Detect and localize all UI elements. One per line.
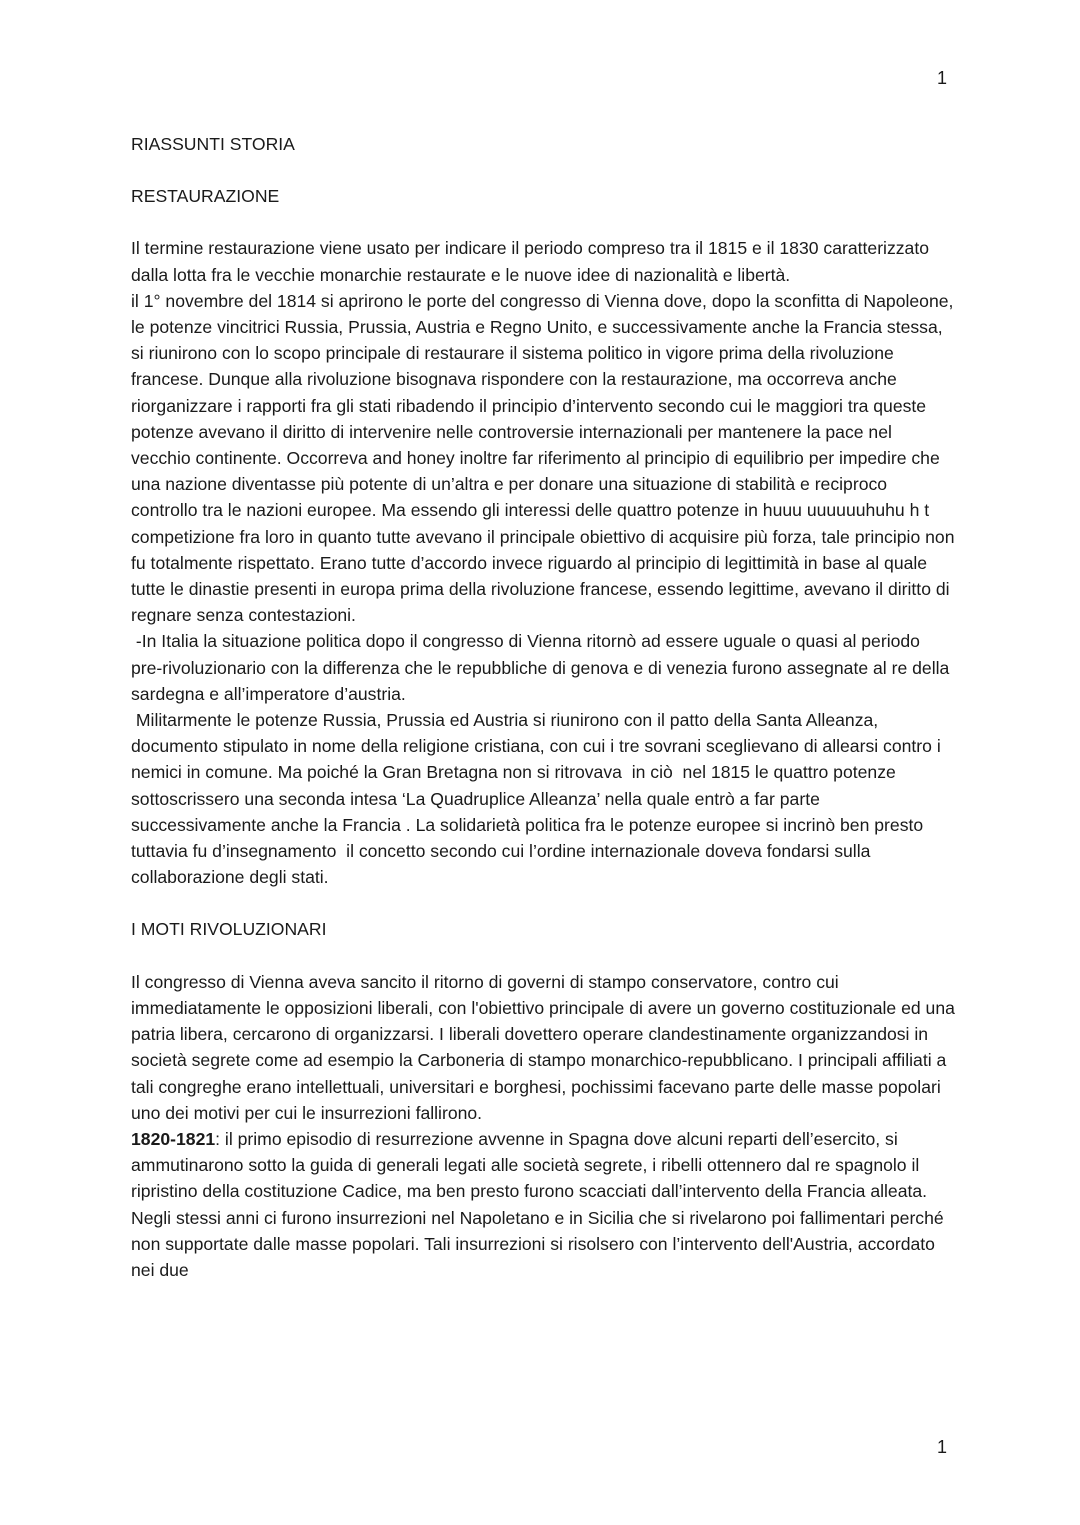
spacer <box>131 943 956 969</box>
paragraph: Il termine restaurazione viene usato per indicare il periodo compreso tra il 1815 e il 1830 caratterizzato dalla lotta fra le vecchie monarchie restaurate e le nuove idee di nazionalità e libertà. <box>131 238 930 285</box>
spacer <box>131 157 956 183</box>
spacer <box>131 209 956 235</box>
document-body <box>131 131 956 1283</box>
paragraph-text: : il primo episodio di resurrezione avvenne in Spagna dove alcuni reparti dell’esercito, si ammutinarono sotto la guida di generali legati alle società segrete, i ribelli ottennero dal re spagnolo il ripristino della costituzione Cadice, ma ben presto furono scacciati dall’intervento della Francia alleata. Negli stessi anni ci furono insurrezioni nel Napoletano e in Sicilia che si rivelarono poi fallimentari perché non supportate dalle masse popolari. Tali insurrezioni si risolsero con l’intervento dell'Austria, accordato nei due <box>131 1128 944 1280</box>
date-range-bold: 1820-1821 <box>131 1128 216 1149</box>
section-heading-restaurazione: RESTAURAZIONE <box>131 186 280 207</box>
paragraph: -In Italia la situazione politica dopo il congresso di Vienna ritornò ad essere uguale o quasi al periodo pre-rivoluzionario con la differenza che le repubbliche di genova e di venezia furono assegnate al re della sardegna e all’imperatore d’austria. <box>131 631 955 704</box>
paragraph: il 1° novembre del 1814 si aprirono le porte del congresso di Vienna dove, dopo la sconfitta di Napoleone, le potenze vincitrici Russia, Prussia, Austria e Regno Unito, e successivamente anche la Francia stessa, si riunirono con lo scopo principale di restaurare il sistema politico in vigore prima della rivoluzione francese. Dunque alla rivoluzione bisognava rispondere con la restaurazione, ma occorreva anche riorganizzare i rapporti fra gli stati ribadendo il principio d’intervento secondo cui le maggiori tra queste potenze avevano il diritto di intervenire nelle controversie internazionali per mantenere la pace nel vecchio continente. Occorreva and honey inoltre far riferimento al principio di equilibrio per impedire che una nazione diventasse più potente di un’altra e per donare una situazione di stabilità e reciproco controllo tra le nazioni europee. Ma essendo gli interessi delle quattro potenze in huuu uuuuuuhuhu h t competizione fra loro in quanto tutte avevano il principale obiettivo di acquisire più forza, tale principio non fu totalmente rispettato. Erano tutte d’accordo invece riguardo al principio di legittimità in base al quale tutte le dinastie presenti in europa prima della rivoluzione francese, essendo legittime, avevano il diritto di regnare senza contestazioni. <box>131 290 955 626</box>
document-title: RIASSUNTI STORIA <box>131 134 295 154</box>
page-number-top: 1 <box>936 68 947 88</box>
page-number-bottom: 1 <box>936 1437 947 1457</box>
spacer <box>131 890 956 916</box>
paragraph: Militarmente le potenze Russia, Prussia ed Austria si riunirono con il patto della Santa Alleanza, documento stipulato in nome della religione cristiana, con cui i tre sovrani sceglievano di allearsi contro i nemici in comune. Ma poiché la Gran Bretagna non si ritrovava in ciò nel 1815 le quattro potenze sottoscrissero una seconda intesa ‘La Quadruplice Alleanza’ nella quale entrò a far parte successivamente anche la Francia . La solidarietà politica fra le potenze europee si incrinò ben presto tuttavia fu d’insegnamento il concetto secondo cui l’ordine internazionale doveva fondarsi sulla collaborazione degli stati. <box>131 710 946 888</box>
paragraph <box>131 1126 956 1283</box>
section-heading-moti-rivoluzionari: I MOTI RIVOLUZIONARI <box>131 919 327 940</box>
paragraph: Il congresso di Vienna aveva sancito il ritorno di governi di stampo conservatore, contro cui immediatamente le opposizioni liberali, con l'obiettivo principale di avere un governo costituzionale ed una patria libera, cercarono di organizzarsi. I liberali dovettero operare clandestinamente organizzandosi in società segrete come ad esempio la Carboneria di stampo monarchico-repubblicano. I principali affiliati a tali congreghe erano intellettuali, universitari e borghesi, pochissimi facevano parte delle masse popolari uno dei motivi per cui le insurrezioni fallirono. <box>131 971 955 1123</box>
